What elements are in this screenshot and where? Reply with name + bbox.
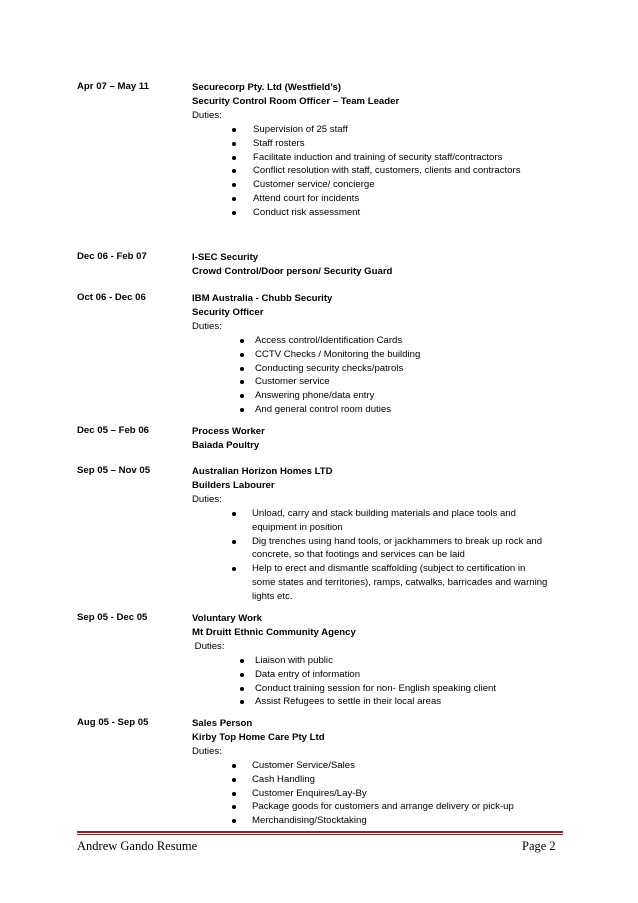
job-date: Aug 05 - Sep 05 — [77, 717, 149, 728]
list-item: Cash Handling — [192, 773, 572, 787]
footer-title: Andrew Gando Resume — [77, 839, 198, 853]
bullet-icon — [232, 792, 236, 796]
job-role: Kirby Top Home Care Pty Ltd — [192, 731, 325, 743]
list-item: And general control room duties — [192, 403, 572, 417]
bullet-icon — [232, 764, 236, 768]
list-item: Unload, carry and stack building materials and place tools and equipment in position — [192, 507, 572, 535]
page-number: Page 2 — [522, 839, 556, 853]
bullet-icon — [232, 142, 236, 146]
list-item: Assist Refugees to settle in their local areas — [192, 695, 572, 709]
footer-rule — [77, 834, 563, 835]
list-item: Conduct risk assessment — [192, 206, 572, 220]
list-item: Supervision of 25 staff — [192, 123, 572, 137]
duties-list — [192, 654, 572, 710]
list-item: Customer service — [192, 375, 572, 389]
job-date: Dec 06 - Feb 07 — [77, 251, 147, 262]
list-item: Customer Enquires/Lay-By — [192, 787, 572, 801]
job-role: Security Officer — [192, 306, 264, 318]
list-item: Conflict resolution with staff, customers, clients and contractors — [192, 164, 572, 178]
bullet-icon — [232, 156, 236, 160]
job-role: Security Control Room Officer – Team Leader — [192, 95, 400, 107]
list-item: Customer Service/Sales — [192, 759, 572, 773]
list-item: Customer service/ concierge — [192, 178, 572, 192]
job-employer: Voluntary Work — [192, 613, 263, 624]
duties-label: Duties: — [192, 745, 222, 757]
list-item: Answering phone/data entry — [192, 389, 572, 403]
list-item: CCTV Checks / Monitoring the building — [192, 348, 572, 362]
bullet-icon — [240, 353, 244, 357]
job-employer: IBM Australia - Chubb Security — [192, 293, 333, 304]
job-employer: Securecorp Pty. Ltd (Westfield’s) — [192, 82, 342, 93]
list-item: Help to erect and dismantle scaffolding (subject to certification in some states and territories), ramps, catwalks, barricades and warning lights etc. — [192, 562, 572, 604]
bullet-icon — [240, 687, 244, 691]
bullet-icon — [232, 512, 236, 516]
footer-rule — [77, 831, 563, 833]
duties-label: Duties: — [192, 109, 222, 121]
bullet-icon — [240, 339, 244, 343]
job-date: Sep 05 – Nov 05 — [77, 465, 151, 476]
list-item: Data entry of information — [192, 668, 572, 682]
duties-list — [192, 507, 572, 604]
list-item: Liaison with public — [192, 654, 572, 668]
job-date: Apr 07 – May 11 — [77, 81, 149, 92]
list-item: Conduct training session for non- English speaking client — [192, 682, 572, 696]
job-role: Builders Labourer — [192, 479, 275, 491]
bullet-icon — [232, 128, 236, 132]
list-item: Merchandising/Stocktaking — [192, 814, 572, 828]
duties-label: Duties: — [192, 640, 225, 652]
list-item: Conducting security checks/patrols — [192, 362, 572, 376]
job-date: Oct 06 - Dec 06 — [77, 292, 146, 303]
duties-list — [192, 759, 572, 829]
list-item: Package goods for customers and arrange delivery or pick-up — [192, 800, 572, 814]
bullet-icon — [240, 673, 244, 677]
list-item: Attend court for incidents — [192, 192, 572, 206]
duties-label: Duties: — [192, 320, 222, 332]
bullet-icon — [232, 778, 236, 782]
job-employer: Sales Person — [192, 718, 253, 729]
bullet-icon — [240, 367, 244, 371]
list-item: Facilitate induction and training of security staff/contractors — [192, 151, 572, 165]
list-item: Dig trenches using hand tools, or jackhammers to break up rock and concrete, so that footings and services can be laid — [192, 535, 572, 563]
duties-list — [192, 123, 572, 220]
job-employer: Process Worker — [192, 426, 265, 437]
duties-label: Duties: — [192, 493, 222, 505]
job-employer: Australian Horizon Homes LTD — [192, 466, 333, 477]
job-employer: I-SEC Security — [192, 252, 259, 263]
job-role: Baiada Poultry — [192, 439, 260, 451]
list-item: Staff rosters — [192, 137, 572, 151]
bullet-icon — [240, 659, 244, 663]
bullet-icon — [232, 540, 236, 544]
duties-list — [192, 334, 572, 417]
job-role: Crowd Control/Door person/ Security Guard — [192, 265, 393, 277]
list-item: Access control/Identification Cards — [192, 334, 572, 348]
job-date: Dec 05 – Feb 06 — [77, 425, 149, 436]
job-date: Sep 05 - Dec 05 — [77, 612, 148, 623]
job-role: Mt Druitt Ethnic Community Agency — [192, 626, 356, 638]
